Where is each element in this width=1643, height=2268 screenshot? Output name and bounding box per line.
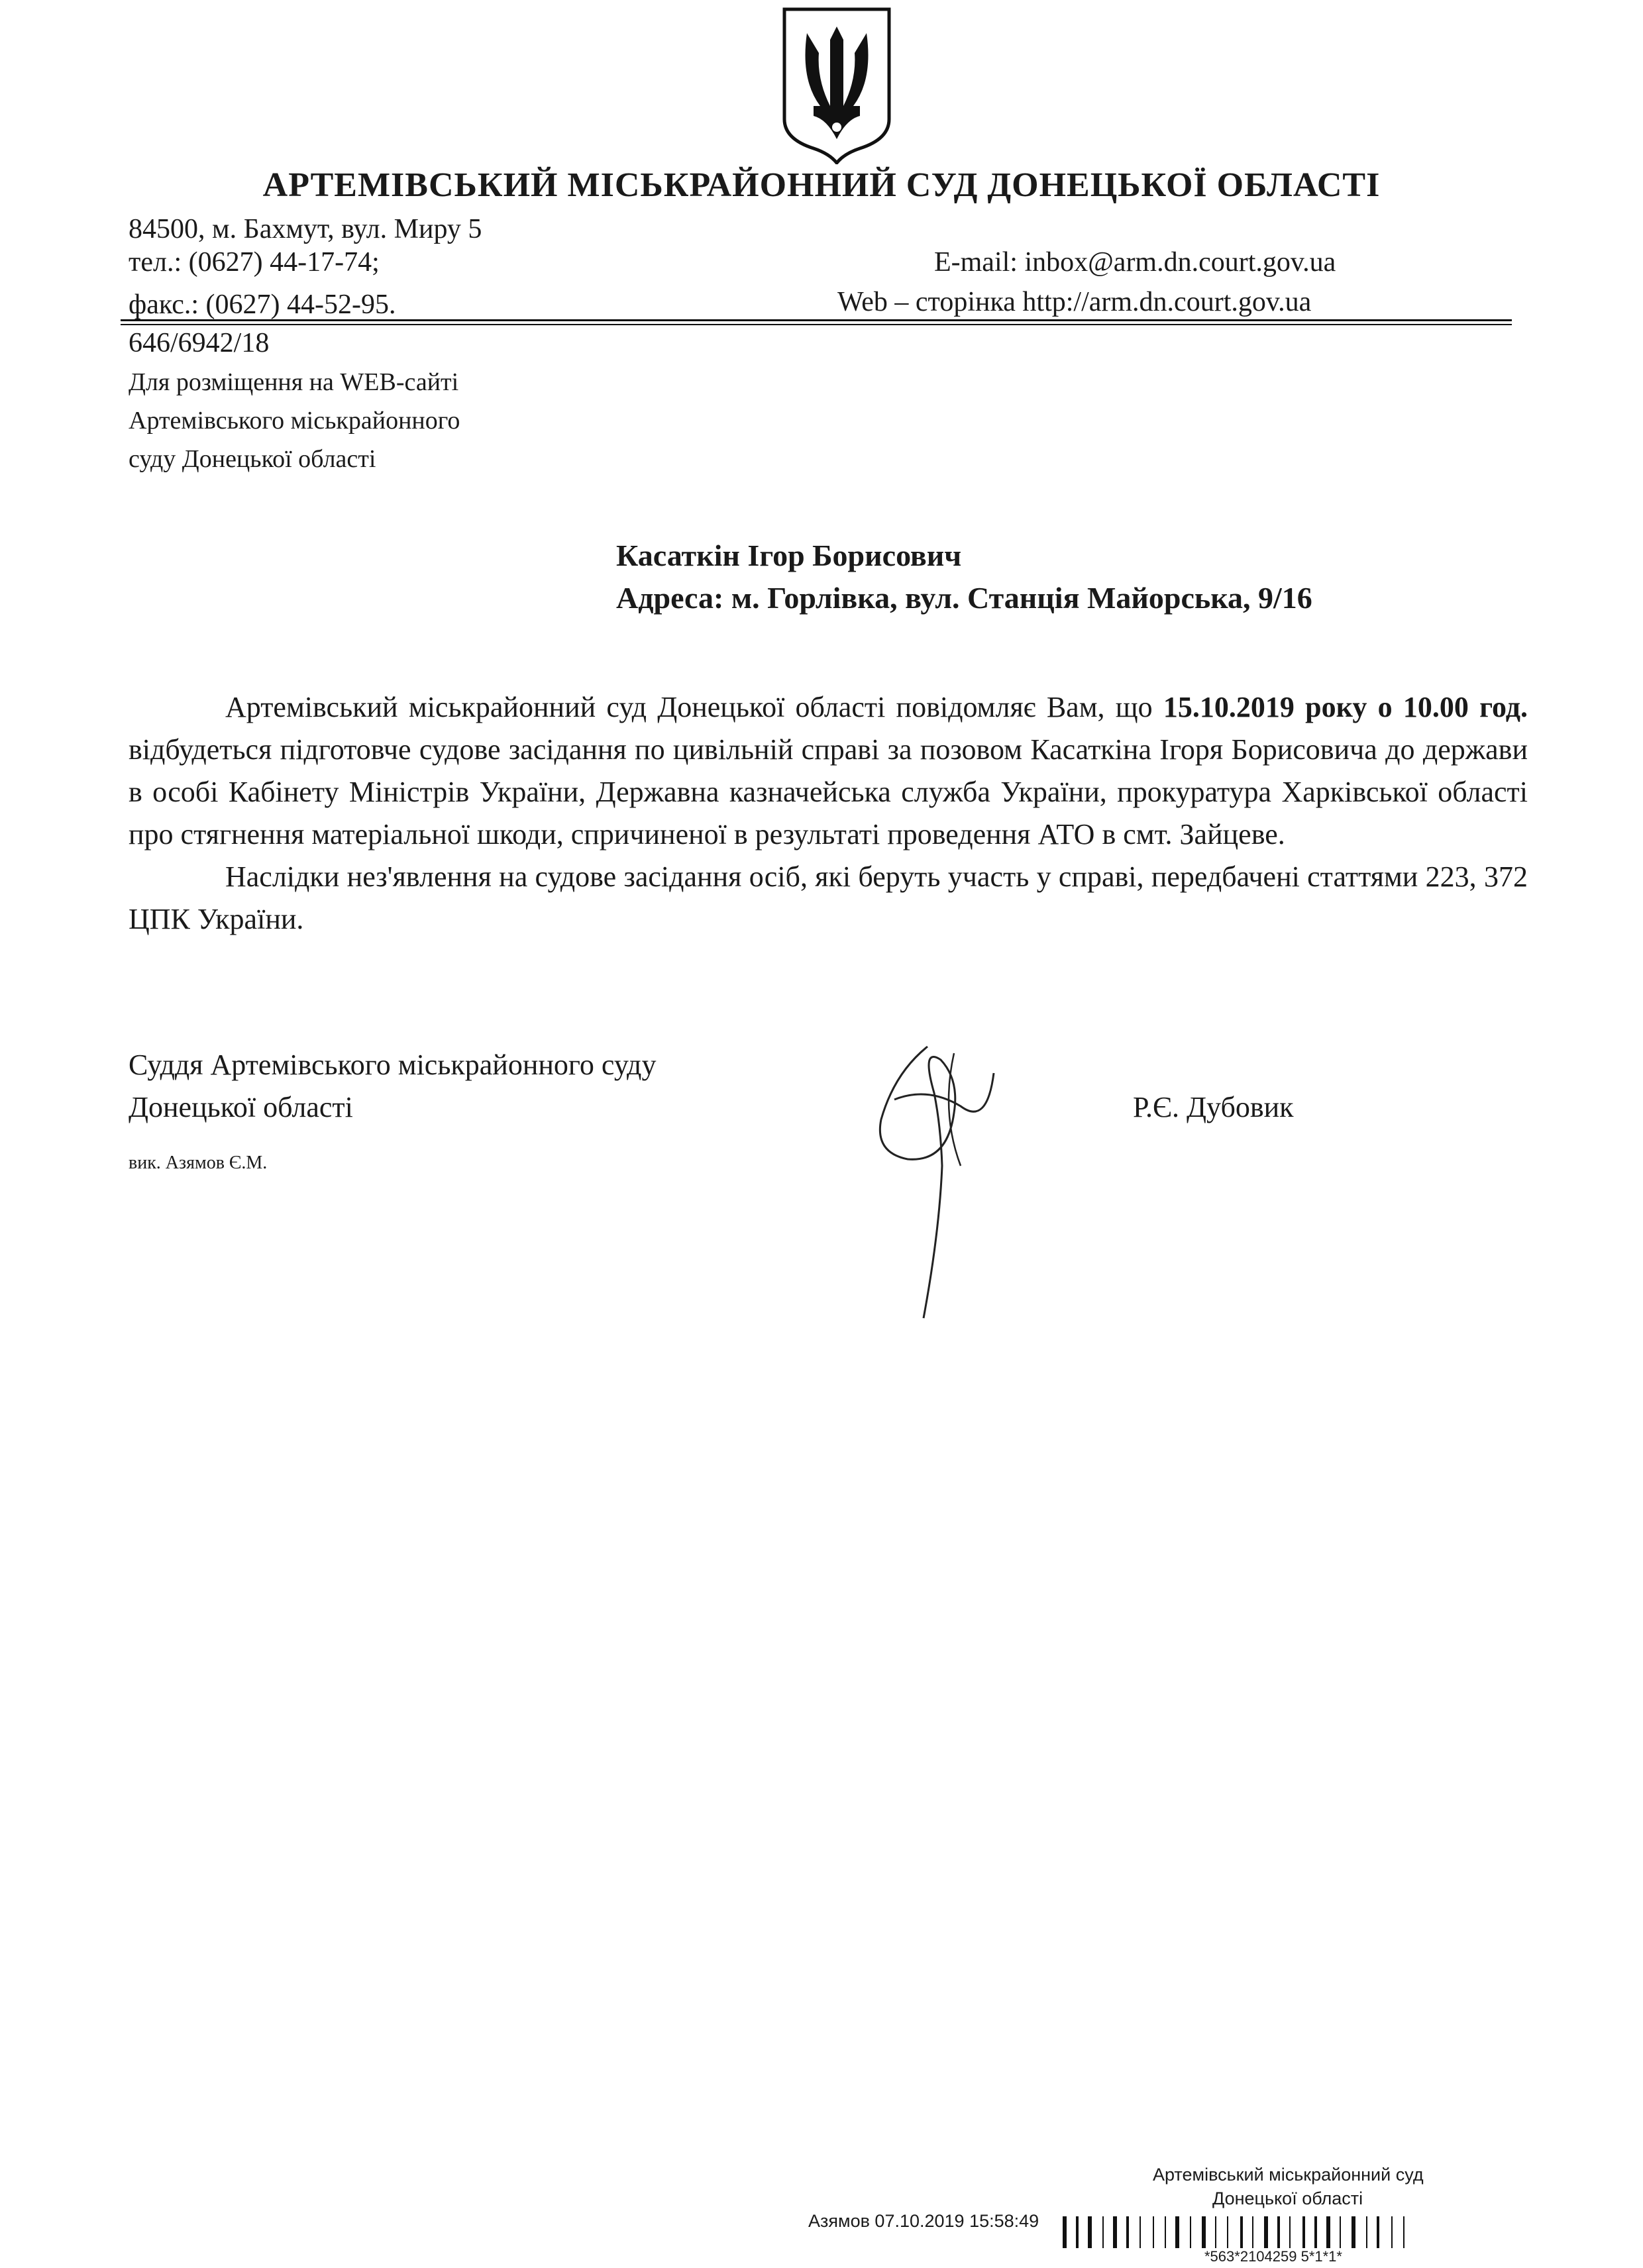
barcode-bar xyxy=(1366,2216,1367,2248)
barcode-bar xyxy=(1264,2216,1268,2248)
header-divider xyxy=(121,319,1512,321)
barcode-bar xyxy=(1314,2216,1317,2248)
recipient-name: Касаткін Ігор Борисович xyxy=(616,539,962,572)
handwritten-signature xyxy=(855,1033,1014,1325)
barcode-bar xyxy=(1352,2216,1355,2248)
court-email: E-mail: inbox@arm.dn.court.gov.ua xyxy=(934,247,1336,278)
barcode-bar xyxy=(1113,2216,1117,2248)
barcode-icon xyxy=(1061,2216,1508,2248)
letter-body xyxy=(129,686,1528,941)
judge-name: Р.Є. Дубовик xyxy=(1133,1091,1294,1123)
hearing-datetime: 15.10.2019 року о 10.00 год. xyxy=(1163,691,1528,723)
coat-of-arms-icon xyxy=(780,7,893,164)
barcode-bar xyxy=(1391,2216,1393,2248)
barcode-bar xyxy=(1215,2216,1216,2248)
header-divider xyxy=(121,324,1512,325)
barcode-bar xyxy=(1289,2216,1291,2248)
recipient-address: Адреса: м. Горлівка, вул. Станція Майорська, 9/16 xyxy=(616,581,1312,615)
body-paragraph: Артемівський міськрайонний суд Донецької області повідомляє Вам, що 15.10.2019 року о 10.00 год. відбудеться підготовче судове засідання по цивільній справі за позовом Касаткіна Ігоря Борисовича до держави в особі Кабінету Міністрів України, Державна казначейська служба України, прокуратура Харківської області про стягнення матеріальної шкоди, спричиненої в результаті проведення АТО в смт. Зайцеве. xyxy=(129,691,1528,850)
barcode-bar xyxy=(1165,2216,1166,2248)
court-name: АРТЕМІВСЬКИЙ МІСЬКРАЙОННИЙ СУД ДОНЕЦЬКОЇ ОБЛАСТІ xyxy=(262,166,1381,204)
placement-note-line: Артемівського міськрайонного xyxy=(129,407,460,435)
barcode-bar xyxy=(1140,2216,1141,2248)
body-paragraph: Наслідки нез'явлення на судове засідання осіб, які беруть участь у справі, передбачені статтями 223, 372 ЦПК України. xyxy=(129,860,1528,935)
barcode-bar xyxy=(1403,2216,1404,2248)
judge-title: Суддя Артемівського міськрайонного суду xyxy=(129,1049,657,1081)
barcode-bar xyxy=(1175,2216,1179,2248)
barcode-text: *563*2104259 5*1*1* xyxy=(1204,2248,1342,2265)
barcode-bar xyxy=(1227,2216,1228,2248)
judge-title: Донецької області xyxy=(129,1091,353,1123)
footer-stamp: Азямов 07.10.2019 15:58:49 xyxy=(808,2211,1039,2231)
barcode-bar xyxy=(1088,2216,1092,2248)
barcode-bar xyxy=(1102,2216,1104,2248)
barcode-bar xyxy=(1240,2216,1243,2248)
court-address: 84500, м. Бахмут, вул. Миру 5 xyxy=(129,214,482,244)
court-website: Web – сторінка http://arm.dn.court.gov.ua xyxy=(837,287,1312,317)
barcode-bar xyxy=(1340,2216,1341,2248)
placement-note-line: суду Донецької області xyxy=(129,445,376,473)
barcode-bar xyxy=(1076,2216,1079,2248)
barcode-bar xyxy=(1302,2216,1305,2248)
barcode-bar xyxy=(1190,2216,1191,2248)
court-phone: тел.: (0627) 44-17-74; xyxy=(129,247,380,278)
footer-court-line: Донецької області xyxy=(1212,2189,1363,2208)
barcode-bar xyxy=(1277,2216,1280,2248)
barcode-bar xyxy=(1202,2216,1206,2248)
barcode-bar xyxy=(1252,2216,1253,2248)
footer-court-line: Артемівський міськрайонний суд xyxy=(1153,2165,1424,2185)
barcode-bar xyxy=(1153,2216,1154,2248)
barcode-bar xyxy=(1063,2216,1067,2248)
case-number: 646/6942/18 xyxy=(129,328,270,358)
barcode-bar xyxy=(1326,2216,1330,2248)
placement-note-line: Для розміщення на WEB-сайті xyxy=(129,368,459,396)
barcode-bar xyxy=(1377,2216,1379,2248)
barcode-bar xyxy=(1126,2216,1129,2248)
executor: вик. Азямов Є.М. xyxy=(129,1153,268,1173)
court-fax: факс.: (0627) 44-52-95. xyxy=(129,289,396,320)
